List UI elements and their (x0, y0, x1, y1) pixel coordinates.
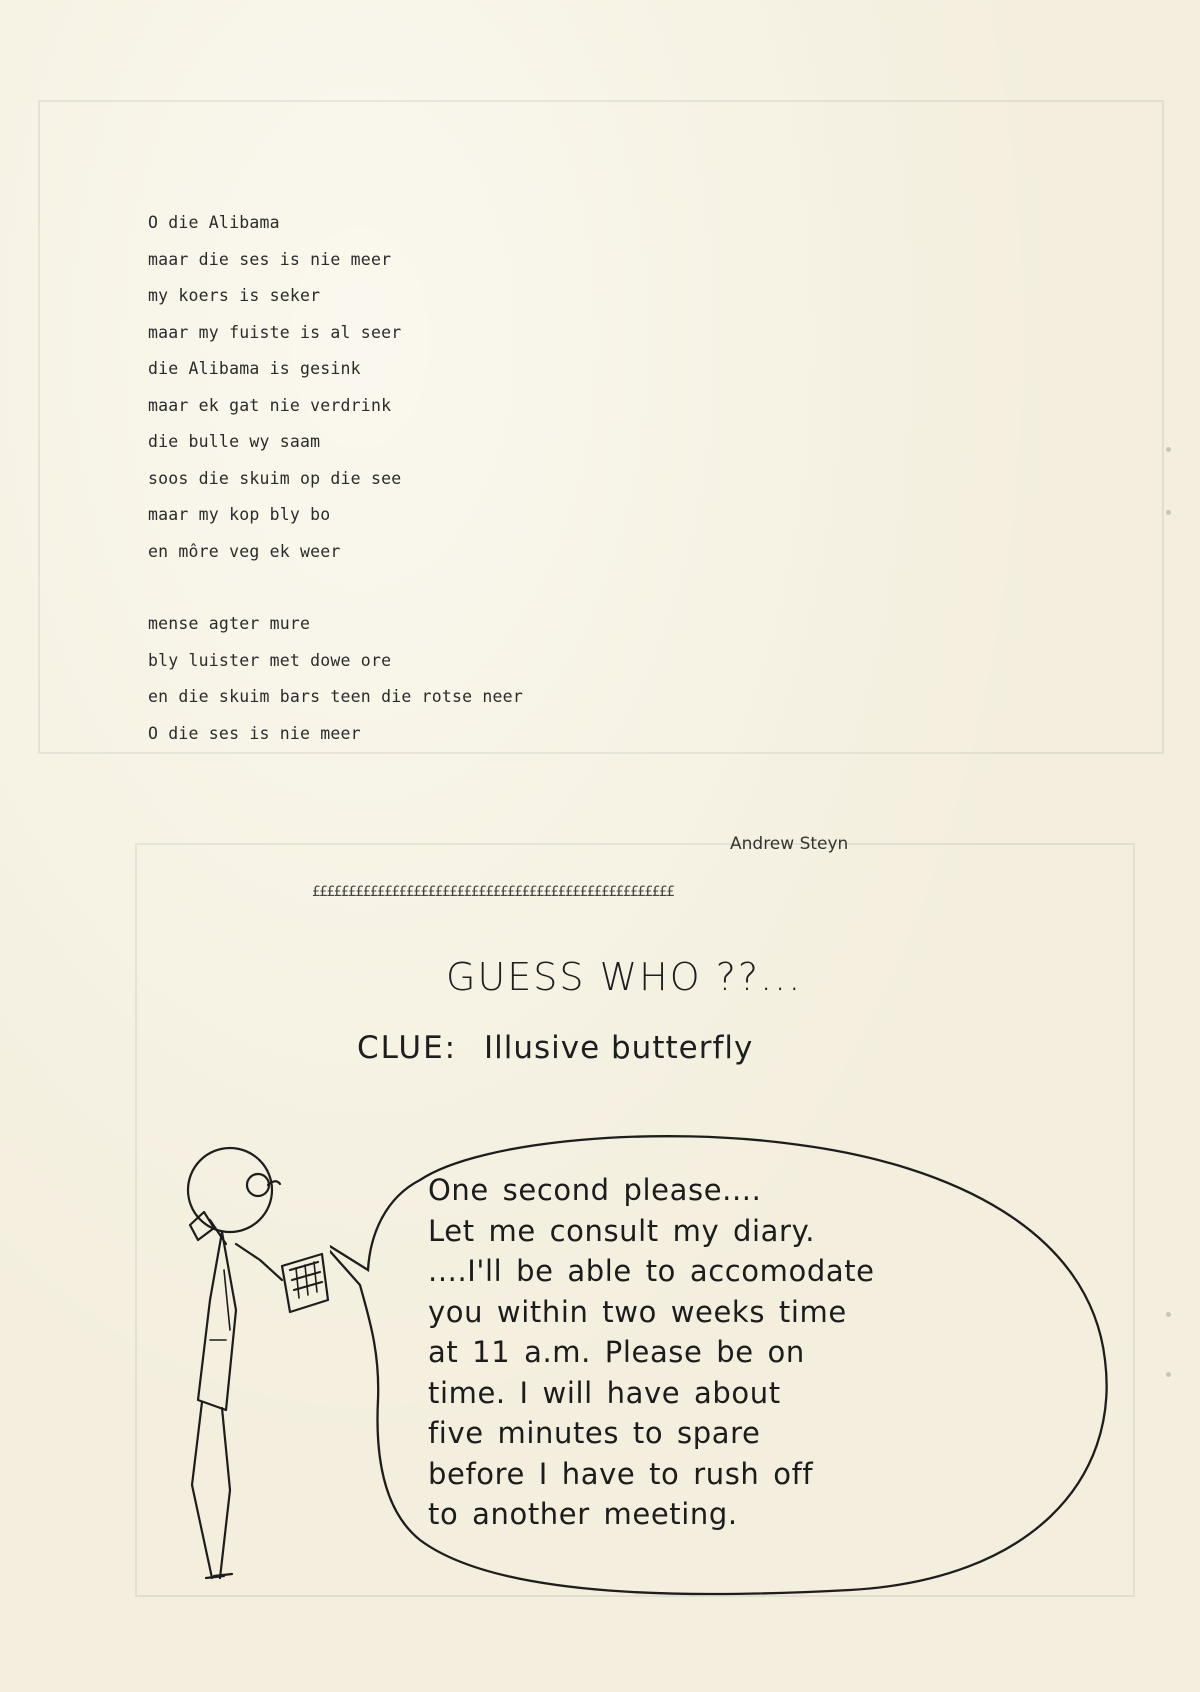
figure-glasses (247, 1174, 269, 1196)
poem-author: Andrew Steyn (730, 834, 849, 854)
punch-hole-mark (1166, 1372, 1171, 1377)
figure-right-leg (220, 1408, 230, 1578)
poem-line: maar ek gat nie verdrink (148, 395, 392, 415)
poem-line: my koers is seker (148, 286, 321, 305)
speech-bubble-text (428, 1170, 1108, 1535)
punch-hole-mark (1166, 447, 1171, 452)
cartoon-clue (357, 1030, 753, 1066)
speech-line: ....I'll be able to accomodate (428, 1254, 875, 1288)
stanza-break (148, 570, 708, 606)
poem-stanza-2 (148, 606, 708, 752)
speech-line: at 11 a.m. Please be on (428, 1335, 805, 1369)
afrikaans-poem (148, 205, 708, 752)
speech-line: before I have to rush off (428, 1456, 814, 1491)
pound-sign-divider: ££££££££££££££££££££££££££££££££££££££££££££££££££ (312, 884, 674, 900)
speech-line: you within two weeks time (428, 1294, 847, 1329)
poem-line: maar die ses is nie meer (148, 249, 392, 269)
poem-line: en môre veg ek weer (148, 541, 341, 561)
poem-line: maar my kop bly bo (148, 505, 331, 524)
poem-line: O die ses is nie meer (148, 723, 361, 743)
speech-line: Let me consult my diary. (428, 1213, 816, 1248)
speech-line: One second please.... (428, 1173, 762, 1207)
poem-stanza-1 (148, 205, 708, 570)
poem-line: die bulle wy saam (148, 432, 321, 451)
poem-line: O die Alibama (148, 213, 280, 232)
poem-line: bly luister met dowe ore (148, 650, 392, 670)
poem-line: soos die skuim op die see (148, 468, 402, 488)
figure-left-leg (192, 1402, 212, 1578)
poem-line: die Alibama is gesink (148, 359, 361, 378)
poem-line: en die skuim bars teen die rotse neer (148, 687, 523, 706)
clue-text: Illusive butterfly (483, 1030, 754, 1066)
clue-label: CLUE: (357, 1030, 458, 1066)
punch-hole-mark (1166, 510, 1171, 515)
cartoon-title: GUESS WHO ??... (446, 955, 803, 999)
figure-head (188, 1148, 272, 1232)
figure-body (198, 1232, 236, 1410)
speech-line: five minutes to spare (428, 1416, 761, 1450)
poem-line: mense agter mure (148, 614, 311, 633)
diary-icon (282, 1254, 328, 1312)
punch-hole-mark (1166, 1312, 1171, 1317)
speech-line: time. I will have about (428, 1375, 781, 1410)
speech-line: to another meeting. (428, 1497, 738, 1531)
poem-line: maar my fuiste is al seer (148, 322, 402, 342)
